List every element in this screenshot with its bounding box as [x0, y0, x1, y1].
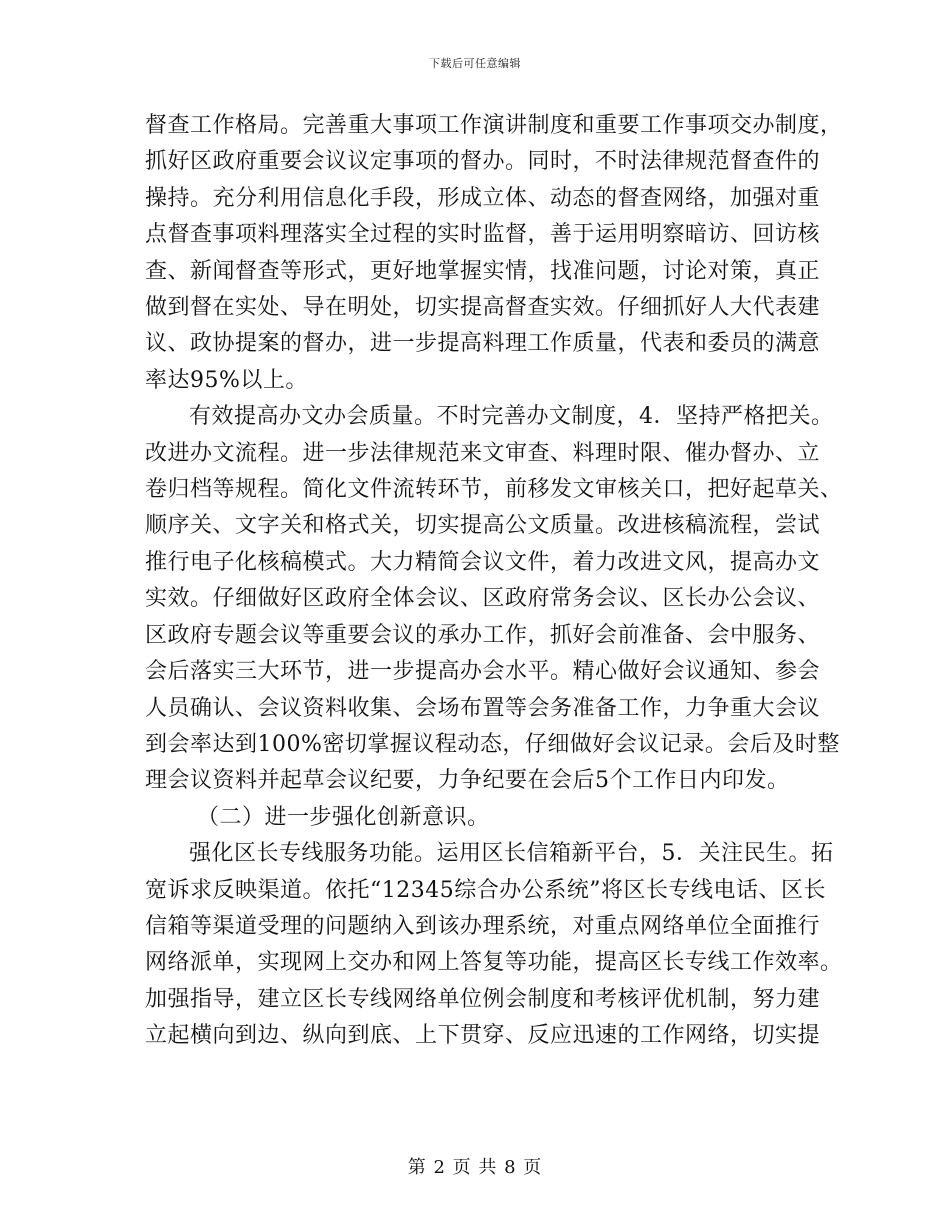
text-line: 卷归档等规程。简化文件流转环节，前移发文审核关口，把好起草关、: [145, 477, 843, 503]
text-line: 议、政协提案的督办，进一步提高料理工作质量，代表和委员的满意: [145, 331, 821, 357]
text-line: 到会率达到100%密切掌握议程动态，仔细做好会议记录。会后及时整: [145, 731, 840, 757]
heading-text: （二）进一步强化创新意识。: [197, 804, 490, 830]
text-line: 立起横向到边、纵向到底、上下贯穿、反应迅速的工作网络，切实提: [145, 1023, 821, 1049]
paragraph-hotline-service: [145, 836, 843, 1054]
paragraph-document-quality: [145, 399, 843, 799]
text-line: 推行电子化核稿模式。大力精简会议文件，着力改进文风，提高办文: [145, 549, 821, 575]
page-number: 第 2 页 共 8 页: [407, 1157, 543, 1178]
text-line: 查、新闻督查等形式，更好地掌握实情，找准问题，讨论对策，真正: [145, 258, 821, 284]
text-line: 网络派单，实现网上交办和网上答复等功能，提高区长专线工作效率。: [145, 950, 843, 976]
text-line-first: [145, 836, 834, 872]
text-line: 加强指导，建立区长专线网络单位例会制度和考核评优机制，努力建: [145, 986, 821, 1012]
section-heading: [145, 800, 805, 836]
text-line-first: [145, 399, 834, 435]
text-line: 理会议资料并起草会议纪要，力争纪要在会后5个工作日内印发。: [145, 768, 790, 794]
text-line-content: 强化区长专线服务功能。运用区长信箱新平台，5．关注民生。拓: [189, 841, 834, 867]
page-header: 下载后可任意编辑: [429, 57, 521, 70]
text-line: 操持。充分利用信息化手段，形成立体、动态的督查网络，加强对重: [145, 185, 821, 211]
text-line: 区政府专题会议等重要会议的承办工作，抓好会前准备、会中服务、: [145, 622, 821, 648]
text-line-content: 有效提高办文办会质量。不时完善办文制度，4．坚持严格把关。: [189, 404, 834, 430]
text-line: 宽诉求反映渠道。依托“12345综合办公系统”将区长专线电话、区长: [145, 877, 826, 903]
text-line: 顺序关、文字关和格式关，切实提高公文质量。改进核稿流程，尝试: [145, 513, 821, 539]
text-line: 会后落实三大环节，进一步提高办会水平。精心做好会议通知、参会: [145, 659, 821, 685]
text-line: 实效。仔细做好区政府全体会议、区政府常务会议、区长办公会议、: [145, 586, 821, 612]
text-line: 做到督在实处、导在明处，切实提高督查实效。仔细抓好人大代表建: [145, 295, 821, 321]
text-line: 督查工作格局。完善重大事项工作演讲制度和重要工作事项交办制度，: [145, 113, 843, 138]
heading-line: [145, 800, 805, 836]
text-line: 点督查事项料理落实全过程的实时监督，善于运用明察暗访、回访核: [145, 222, 821, 248]
text-line: 信箱等渠道受理的问题纳入到该办理系统，对重点网络单位全面推行: [145, 913, 821, 939]
paragraph-supervision: [145, 108, 843, 399]
text-line: 抓好区政府重要会议议定事项的督办。同时，不时法律规范督查件的: [145, 149, 821, 175]
text-line: 率达95%以上。: [145, 367, 308, 393]
text-line: 人员确认、会议资料收集、会场布置等会务准备工作，力争重大会议: [145, 695, 821, 721]
text-line: 改进办文流程。进一步法律规范来文审查、料理时限、催办督办、立: [145, 440, 821, 466]
document-body: [145, 108, 843, 1055]
